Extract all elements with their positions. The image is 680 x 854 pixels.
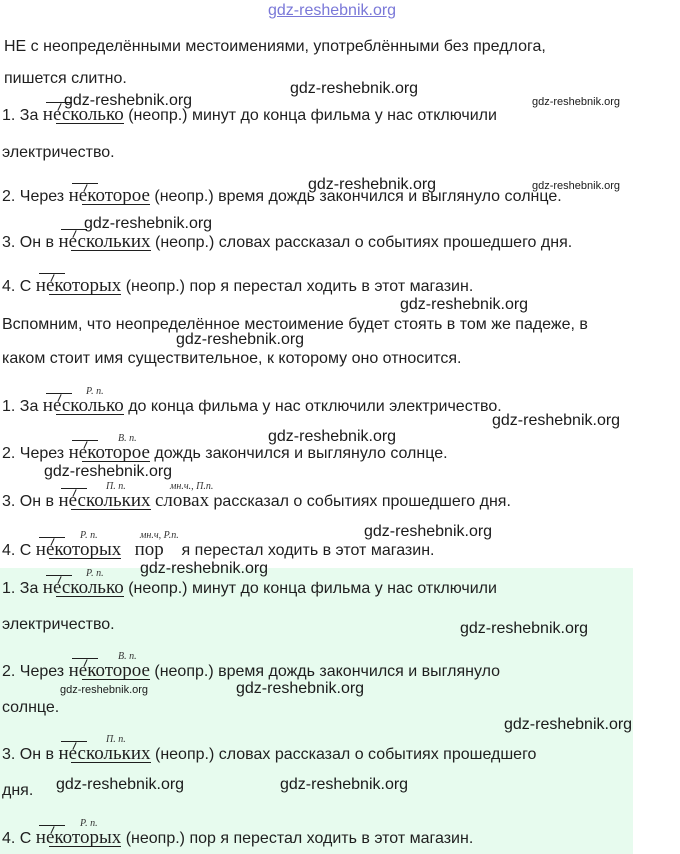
part2-sentence-4: 4. С некоторых пор я перестал ходить в этот магазин. [2,539,435,560]
case-note: Р. п. [80,530,98,541]
word-marked: некоторое [68,442,150,463]
case-note: мн.ч., П.п. [170,481,214,492]
word-marked: некоторое [68,660,150,681]
part1-sentence-1-cont: электричество. [2,144,115,161]
rule-text-line1: НЕ с неопределёнными местоимениями, употреблёнными без предлога, [4,38,546,55]
watermark: gdz-reshebnik.org [290,80,419,97]
word-marked: нескольких [58,743,151,764]
noun: словах [155,490,210,511]
part2-sentence-3: 3. Он в нескольких словах рассказал о событиях прошедшего дня. [2,490,511,511]
watermark: gdz-reshebnik.org [64,92,193,109]
part2-sentence-1: 1. За несколько до конца фильма у нас отключили электричество. [2,395,502,416]
watermark: gdz-reshebnik.org [44,463,173,480]
watermark: gdz-reshebnik.org [400,296,529,313]
word-marked: нескольких [58,231,151,252]
part3-sentence-2: 2. Через некоторое (неопр.) время дождь закончился и выглянуло [2,660,501,681]
watermark: gdz-reshebnik.org [236,680,365,697]
watermark: gdz-reshebnik.org [56,776,185,793]
word-marked: несколько [42,395,124,416]
part1-sentence-1: 1. За несколько (неопр.) минут до конца фильма у нас отключили [2,104,497,125]
case-note: Р. п. [86,386,104,397]
case-note: В. п. [118,433,137,444]
case-note: Р. п. [86,568,104,579]
watermark: gdz-reshebnik.org [460,620,589,637]
part3-sentence-2-cont: солнце. [2,699,60,716]
part2-sentence-2: 2. Через некоторое дождь закончился и выглянуло солнце. [2,442,448,463]
case-note: В. п. [118,651,137,662]
part3-sentence-4: 4. С некоторых (неопр.) пор я перестал ходить в этот магазин. [2,827,474,848]
watermark: gdz-reshebnik.org [308,176,437,193]
rule-text-line2: пишется слитно. [4,70,127,87]
watermark: gdz-reshebnik.org [268,428,397,445]
part1-sentence-4: 4. С некоторых (неопр.) пор я перестал ходить в этот магазин. [2,275,474,296]
part3-sentence-1-cont: электричество. [2,616,115,633]
case-note: П. п. [106,481,126,492]
watermark: gdz-reshebnik.org [280,776,409,793]
watermark: gdz-reshebnik.org [532,180,621,192]
watermark: gdz-reshebnik.org [492,412,621,429]
noun: пор [134,539,164,560]
watermark: gdz-reshebnik.org [140,560,269,577]
watermark: gdz-reshebnik.org [84,215,213,232]
word-marked: некоторых [35,539,122,560]
part1-sentence-2: 2. Через некоторое (неопр.) время дождь закончился и выглянуло солнце. [2,185,562,206]
word-marked: некоторых [35,827,122,848]
site-link[interactable]: gdz-reshebnik.org [268,2,397,19]
case-note: П. п. [106,734,126,745]
part1-sentence-3: 3. Он в нескольких (неопр.) словах рассказал о событиях прошедшего дня. [2,231,573,252]
watermark: gdz-reshebnik.org [176,331,305,348]
word-marked: некоторых [35,275,122,296]
word-marked: несколько [42,577,124,598]
part3-sentence-3: 3. Он в нескольких (неопр.) словах рассказал о событиях прошедшего [2,743,537,764]
watermark: gdz-reshebnik.org [364,523,493,540]
case-note: Р. п. [80,818,98,829]
word-marked: несколько [42,104,124,125]
part3-sentence-1: 1. За несколько (неопр.) минут до конца фильма у нас отключили [2,577,497,598]
watermark: gdz-reshebnik.org [532,96,621,108]
word-marked: некоторое [68,185,150,206]
word-marked: нескольких [58,490,151,511]
answer-highlight-background [0,568,633,854]
part3-sentence-3-cont: дня. [2,782,34,799]
watermark: gdz-reshebnik.org [60,684,149,696]
case-note: мн.ч, Р.п. [140,530,179,541]
recall-text-line1: Вспомним, что неопределённое местоимение будет стоять в том же падеже, в [2,316,588,333]
recall-text-line2: каком стоит имя существительное, к которому оно относится. [2,350,462,367]
watermark: gdz-reshebnik.org [504,716,633,733]
